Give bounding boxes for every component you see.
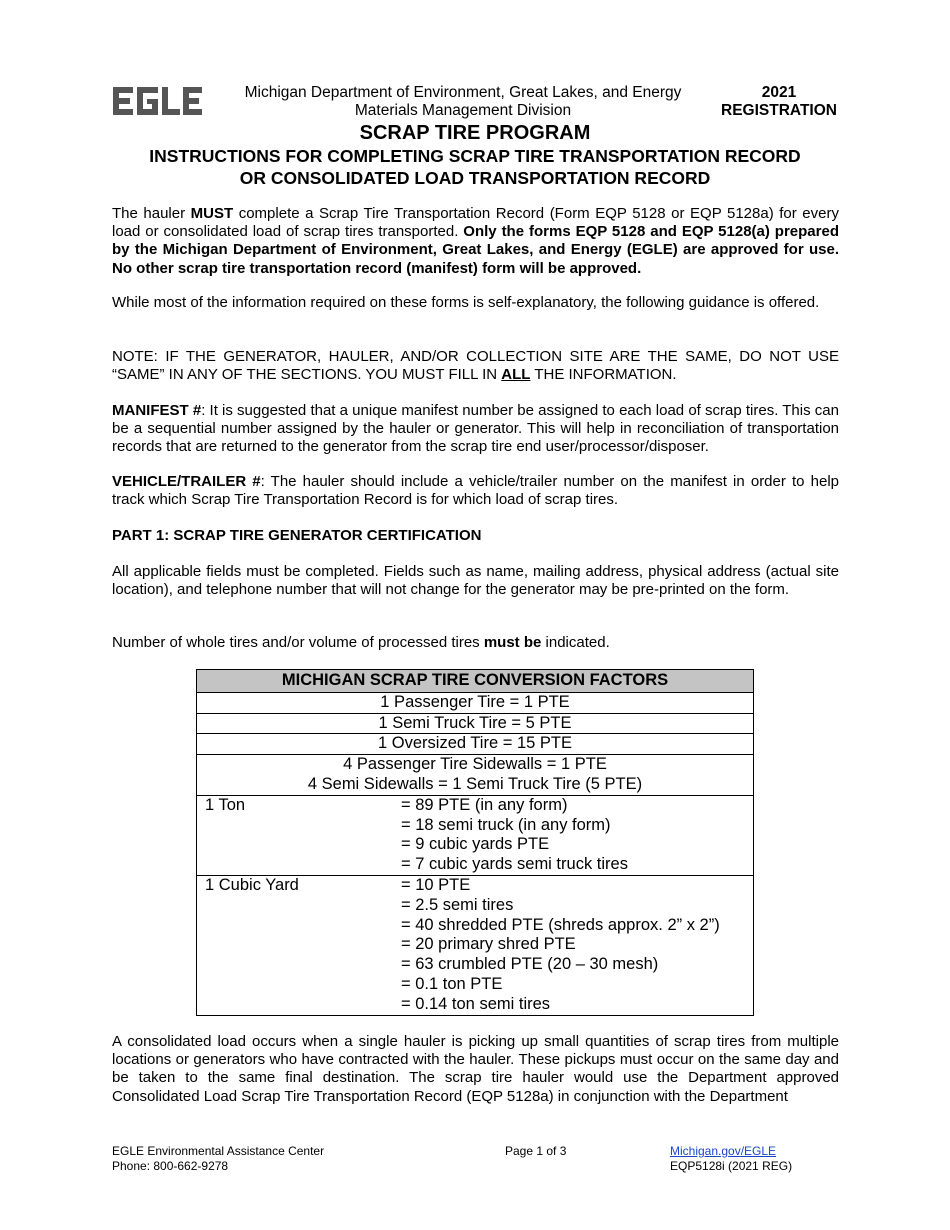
ton-value: = 9 cubic yards PTE [401, 835, 550, 854]
note-text-1: NOTE: IF THE GENERATOR, HAULER, AND/OR COLLECTION SITE ARE THE SAME, DO NOT USE “SAME” IN ANY OF THE SECTIONS. YOU MUST FILL IN [112, 348, 839, 384]
department-name [228, 84, 698, 120]
subtitle-line-2: OR CONSOLIDATED LOAD TRANSPORTATION RECORD [239, 168, 711, 188]
registration-year [708, 84, 850, 120]
intro-paragraph [112, 205, 839, 278]
table-cell [197, 755, 754, 796]
number-text-2: indicated. [541, 634, 610, 651]
number-must-be: must be [483, 634, 542, 651]
table-row [197, 734, 754, 755]
manifest-text: : It is suggested that a unique manifest number be assigned to each load of scrap tires. This can be a sequential number assigned by the hauler or generator. This will help in reconciliation of transportation records that are returned to the generator from the scrap tire end user/processor/disposer. [112, 402, 839, 456]
sidewall-line-2: 4 Semi Sidewalls = 1 Semi Truck Tire (5 PTE) [307, 774, 643, 793]
table-row [197, 875, 754, 1015]
table-cell: 1 Passenger Tire = 1 PTE [197, 692, 754, 713]
ton-value: = 7 cubic yards semi truck tires [401, 855, 628, 874]
footer-form-id: EQP5128i (2021 REG) [670, 1159, 793, 1173]
table-row [197, 713, 754, 734]
table-header-row [197, 670, 754, 693]
table-cell: 1 Semi Truck Tire = 5 PTE [197, 713, 754, 734]
guidance-paragraph: While most of the information required on these forms is self-explanatory, the following guidance is offered. [112, 294, 820, 311]
sidewall-line-1: 4 Passenger Tire Sidewalls = 1 PTE [343, 755, 607, 774]
footer-center-name: EGLE Environmental Assistance Center [112, 1144, 325, 1158]
manifest-label: MANIFEST # [112, 402, 202, 419]
vehicle-text: : The hauler should include a vehicle/trailer number on the manifest in order to help track which Scrap Tire Transportation Record is for which load of scrap tires. [112, 473, 839, 509]
intro-text-2: complete a Scrap Tire Transportation Record (Form EQP 5128 or EQP 5128a) for every load or consolidated load of scrap tires transported. [112, 205, 839, 241]
note-paragraph [112, 348, 839, 384]
part1-heading [112, 527, 839, 545]
page-subtitle [0, 145, 950, 189]
table-row [197, 755, 754, 796]
intro-must: MUST [190, 205, 234, 222]
cubic-yard-value: = 63 crumbled PTE (20 – 30 mesh) [401, 955, 659, 974]
cubic-yard-value: = 2.5 semi tires [401, 895, 514, 914]
registration-label: REGISTRATION [721, 102, 837, 119]
number-text-1: Number of whole tires and/or volume of processed tires [112, 634, 484, 651]
department-line-2: Materials Management Division [354, 102, 572, 119]
cubic-yard-cell [197, 875, 754, 1015]
year-label: 2021 [761, 84, 797, 101]
number-paragraph [112, 634, 839, 652]
ton-label: 1 Ton [205, 795, 246, 814]
note-text-2: THE INFORMATION. [530, 366, 677, 384]
egle-logo [113, 86, 203, 121]
cubic-yard-values [401, 876, 720, 1015]
subtitle-line-1: INSTRUCTIONS FOR COMPLETING SCRAP TIRE TRANSPORTATION RECORD [149, 146, 801, 166]
part1-heading-text: PART 1: SCRAP TIRE GENERATOR CERTIFICATION [112, 527, 482, 544]
footer-right [670, 1144, 792, 1174]
ton-values [401, 796, 628, 875]
vehicle-label: VEHICLE/TRAILER # [112, 473, 261, 490]
egle-logo-icon [113, 86, 203, 116]
footer-contact [112, 1144, 324, 1174]
cubic-yard-value: = 40 shredded PTE (shreds approx. 2” x 2”) [401, 915, 720, 934]
table-row [197, 692, 754, 713]
ton-value: = 18 semi truck (in any form) [401, 815, 611, 834]
cubic-yard-value: = 0.1 ton PTE [401, 974, 503, 993]
intro-approved-forms: Only the forms EQP 5128 and EQP 5128(a) prepared by the Michigan Department of Environment, Great Lakes, and Energy (EGLE) are approved for use. No other scrap tire transportation record (manifest) form will be approved. [112, 223, 839, 277]
page-title: SCRAP TIRE PROGRAM [359, 122, 591, 144]
cubic-yard-value: = 10 PTE [401, 875, 471, 894]
ton-value: = 89 PTE (in any form) [401, 795, 568, 814]
conversion-factors-table [196, 669, 754, 1016]
table-cell: 1 Oversized Tire = 15 PTE [197, 734, 754, 755]
footer-link[interactable]: Michigan.gov/EGLE [670, 1144, 777, 1158]
table-row [197, 795, 754, 875]
intro-text-1: The hauler [112, 205, 191, 222]
vehicle-paragraph [112, 473, 839, 509]
footer-page-number: Page 1 of 3 [505, 1144, 567, 1158]
note-all: ALL [501, 366, 531, 384]
department-line-1: Michigan Department of Environment, Great Lakes, and Energy [244, 84, 682, 101]
ton-cell [197, 795, 754, 875]
cubic-yard-value: = 20 primary shred PTE [401, 935, 576, 954]
table-header: MICHIGAN SCRAP TIRE CONVERSION FACTORS [197, 670, 754, 693]
cubic-yard-label: 1 Cubic Yard [205, 875, 299, 894]
consolidated-paragraph: A consolidated load occurs when a single hauler is picking up small quantities of scrap tires from multiple locations or generators who have contracted with the hauler. These pickups must occur on the same day and be taken to the same final destination. The scrap tire hauler would use the Department approved Consolidated Load Scrap Tire Transportation Record (EQP 5128a) in conjunction with the Department [112, 1033, 839, 1105]
part1-paragraph: All applicable fields must be completed. Fields such as name, mailing address, physical address (actual site location), and telephone number that will not change for the generator may be pre-printed on the form. [112, 563, 839, 599]
cubic-yard-value: = 0.14 ton semi tires [401, 994, 551, 1013]
manifest-paragraph [112, 402, 839, 457]
footer-phone: Phone: 800-662-9278 [112, 1159, 229, 1173]
